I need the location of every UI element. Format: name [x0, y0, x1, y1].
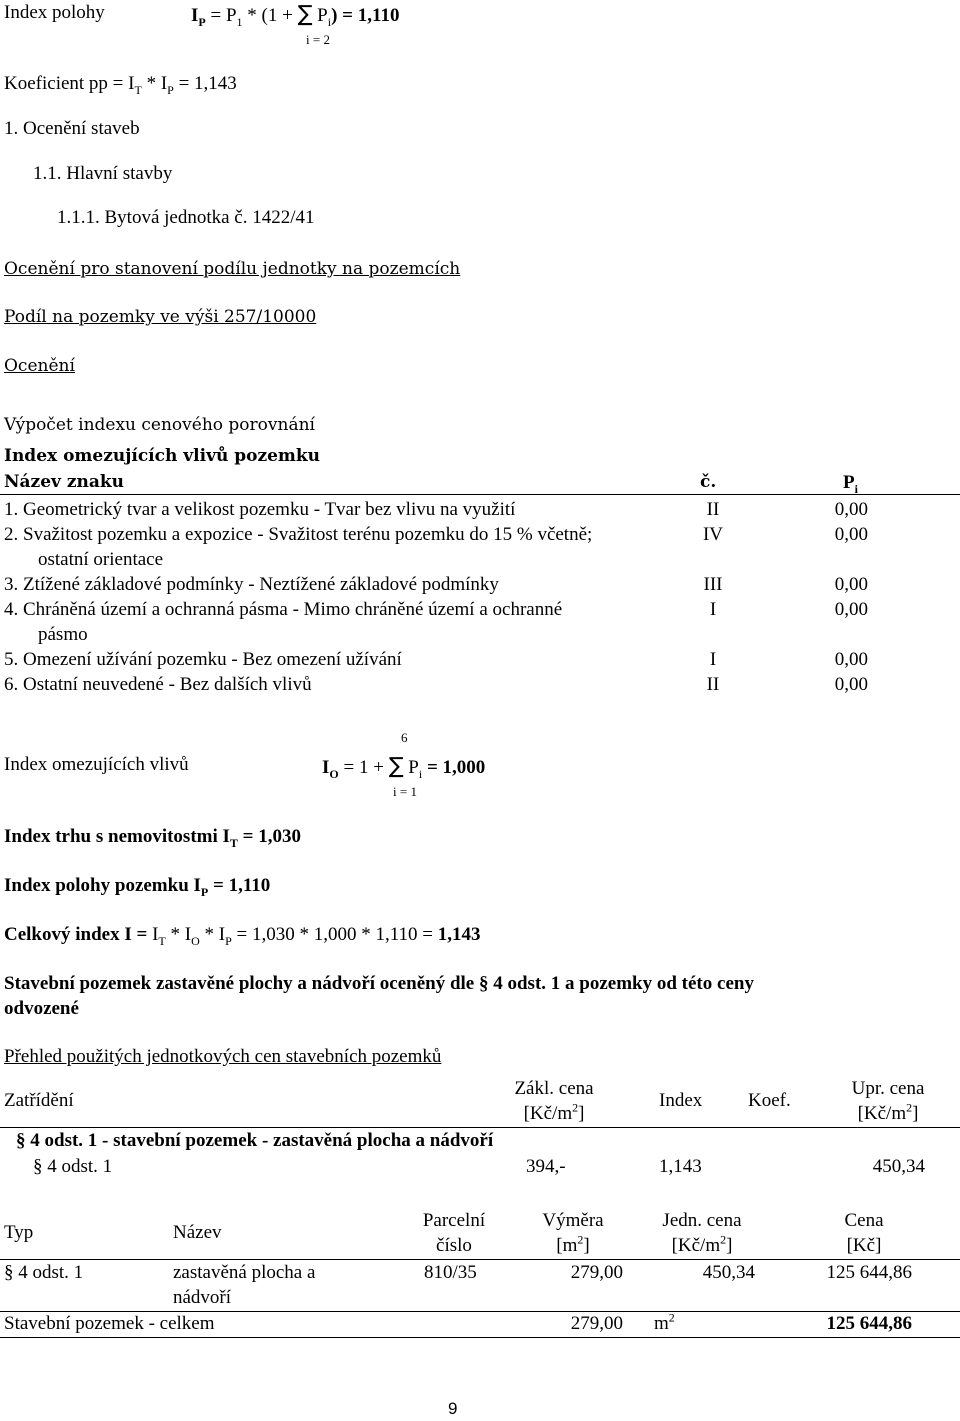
col-zakl-cena: Zákl. cena	[514, 1078, 594, 1099]
factor-row-4-p: 0,00	[834, 599, 868, 620]
final-row-nazev-2: nádvoří	[173, 1287, 232, 1308]
col-zakl-cena-unit: $[Kč/m^2]$	[523, 1100, 585, 1124]
factor-row-4-text2: pásmo	[38, 624, 88, 645]
factor-row-3-p: 0,00	[834, 574, 868, 595]
index-polohy-label: Index polohy	[4, 2, 105, 23]
col-nazev-znaku: Název znaku	[4, 472, 124, 492]
col-index: Index	[659, 1090, 703, 1111]
final-row-jedn: 450,34	[702, 1262, 755, 1283]
total-unit: $m^2$	[654, 1310, 675, 1334]
omezujici-heading: Index omezujících vlivů pozemku	[4, 446, 321, 466]
factor-row-5-c: I	[709, 649, 717, 670]
prehled-group: § 4 odst. 1 - stavební pozemek - zastavěná plocha a nádvoří	[16, 1130, 494, 1151]
divider-line	[0, 494, 960, 495]
col-vymera: Výměra	[542, 1210, 604, 1231]
koeficient-pp: Koeficient pp = $I_T * I_P = 1,143$	[4, 73, 237, 97]
page-number: 9	[448, 1399, 458, 1418]
factor-row-1-p: 0,00	[834, 499, 868, 520]
final-row-parcela: 810/35	[424, 1262, 477, 1283]
heading-oceneni-staveb: 1. Ocenění staveb	[4, 118, 140, 139]
io-sum-top: 6	[401, 730, 408, 745]
factor-row-1-c: II	[706, 499, 720, 520]
col-upr-cena-unit: $[Kč/m^2]$	[857, 1100, 919, 1124]
col-pi: $P_i$	[843, 472, 858, 496]
col-jedn-cena: Jedn. cena	[662, 1210, 742, 1231]
prehled-row-zatr: § 4 odst. 1	[33, 1156, 113, 1177]
col-vymera-unit: $[m^2]$	[556, 1232, 590, 1256]
final-row-cena: 125 644,86	[826, 1262, 912, 1283]
sum-symbol-icon: ∑	[388, 754, 404, 779]
final-row-typ: § 4 odst. 1	[4, 1262, 84, 1283]
col-parcelni: Parcelní	[422, 1210, 486, 1231]
final-row-nazev: zastavěná plocha a	[173, 1262, 316, 1283]
io-sum-range: i = 1	[393, 784, 417, 799]
oceneni-heading: Ocenění	[4, 356, 75, 376]
col-jedn-cena-unit: $[Kč/m^2]$	[671, 1232, 733, 1256]
sum-symbol-icon: ∑	[297, 2, 313, 27]
heading-bytova-jednotka: 1.1.1. Bytová jednotka č. 1422/41	[57, 207, 315, 228]
share-title: Ocenění pro stanovení podílu jednotky na pozemcích	[4, 259, 461, 279]
factor-row-5-p: 0,00	[834, 649, 868, 670]
ip-formula: $I_P = P_1 * (1$ + ∑ $P_i) = 1,110$	[191, 2, 400, 29]
prehled-title: Přehled použitých jednotkových cen stavebních pozemků	[4, 1046, 442, 1067]
total-cena: 125 644,86	[826, 1313, 912, 1334]
col-typ: Typ	[4, 1222, 34, 1243]
col-parcelni-2: číslo	[436, 1235, 472, 1256]
factor-row-3-text: 3. Ztížené základové podmínky - Neztížené základové podmínky	[4, 574, 499, 595]
stavebni-pozemek-line1: Stavební pozemek zastavěné plochy a nádvoří oceněný dle § 4 odst. 1 a pozemky od této ceny	[4, 973, 754, 994]
divider-line	[0, 1259, 960, 1260]
index-trhu: Index trhu s nemovitostmi $I_T = 1,030$	[4, 826, 301, 850]
stavebni-pozemek-line2: odvozené	[4, 998, 79, 1019]
prehled-row-upr: 450,34	[872, 1156, 925, 1177]
heading-hlavni-stavby: 1.1. Hlavní stavby	[33, 163, 173, 184]
col-upr-cena: Upr. cena	[851, 1078, 925, 1099]
col-zatrideni: Zatřídění	[4, 1090, 74, 1111]
factor-row-4-text: 4. Chráněná území a ochranná pásma - Mimo chráněné území a ochranné	[4, 599, 563, 620]
factor-row-2-text2: ostatní orientace	[38, 549, 164, 570]
total-label: Stavební pozemek - celkem	[4, 1313, 215, 1334]
total-vymera: 279,00	[570, 1313, 623, 1334]
col-cena: Cena	[844, 1210, 884, 1231]
factor-row-2-c: IV	[702, 524, 724, 545]
vypocet-heading: Výpočet indexu cenového porovnání	[4, 415, 315, 435]
col-nazev: Název	[173, 1222, 222, 1243]
prehled-row-zakl: 394,-	[526, 1156, 566, 1177]
sum-range-top: i = 2	[306, 32, 330, 47]
factor-row-6-text: 6. Ostatní neuvedené - Bez dalších vlivů	[4, 674, 312, 695]
prehled-row-index: 1,143	[659, 1156, 702, 1177]
factor-row-3-c: III	[703, 574, 723, 595]
factor-row-5-text: 5. Omezení užívání pozemku - Bez omezení užívání	[4, 649, 402, 670]
col-cena-unit: [Kč]	[846, 1235, 882, 1256]
io-formula: $I_O = 1$ + ∑ $P_i = 1,000$	[322, 754, 486, 781]
celkovy-index: Celkový index $I = I_T * I_O * I_P = 1,030 * 1,000 * 1,110 = 1,143$	[4, 924, 481, 948]
factor-row-4-c: I	[709, 599, 717, 620]
factor-row-2-p: 0,00	[834, 524, 868, 545]
index-polohy-pozemku: Index polohy pozemku $I_P = 1,110$	[4, 875, 271, 899]
factor-row-6-p: 0,00	[834, 674, 868, 695]
divider-line	[0, 1127, 960, 1128]
share-value: Podíl na pozemky ve výši 257/10000	[4, 307, 317, 327]
final-row-vymera: 279,00	[570, 1262, 623, 1283]
divider-line	[0, 1311, 960, 1312]
factor-row-2-text: 2. Svažitost pozemku a expozice - Svažitost terénu pozemku do 15 % včetně;	[4, 524, 593, 545]
divider-line	[0, 1337, 960, 1338]
factor-row-1-text: 1. Geometrický tvar a velikost pozemku - Tvar bez vlivu na využití	[4, 499, 516, 520]
col-koef: Koef.	[748, 1090, 791, 1111]
io-label: Index omezujících vlivů	[4, 754, 189, 775]
factor-row-6-c: II	[706, 674, 720, 695]
col-c: č.	[700, 472, 717, 492]
